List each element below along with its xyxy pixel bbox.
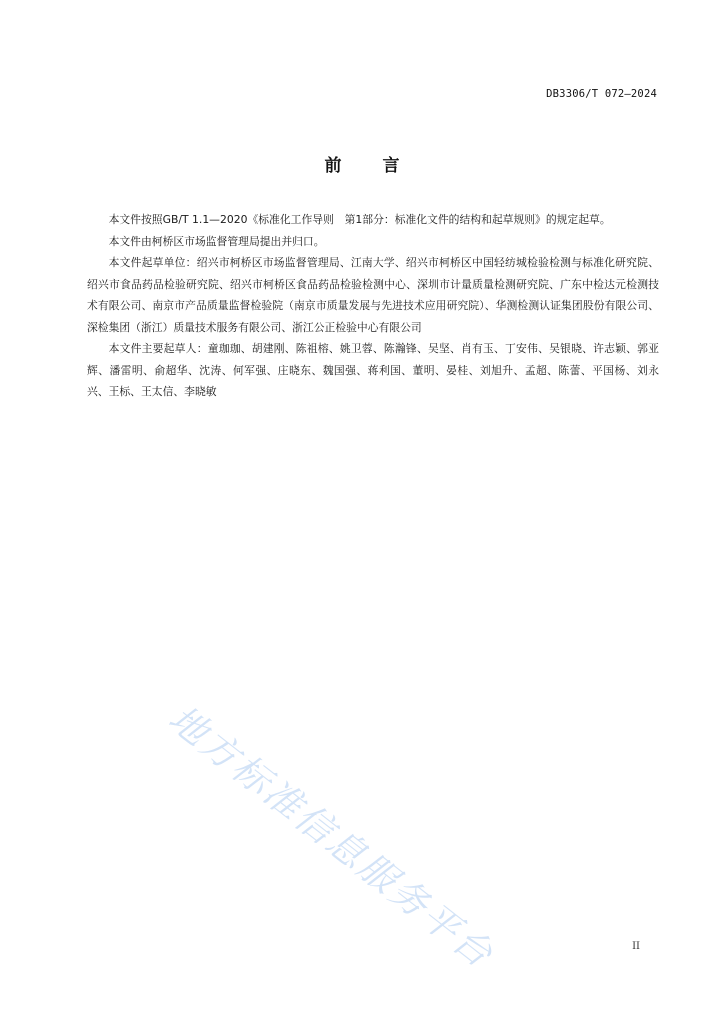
watermark: 地方标准信息服务平台 [160, 696, 503, 977]
title-char-2: 言 [382, 156, 400, 176]
paragraph-drafters: 本文件主要起草人：童珈珈、胡建刚、陈祖榕、姚卫蓉、陈瀚锋、吴坚、肖有玉、丁安伟、吴银晓、许志颖、郭亚辉、潘雷明、俞超华、沈涛、何军强、庄晓东、魏国强、蒋利国、董明、晏桂、刘旭升、孟超、陈蕾、平国杨、刘永兴、王标、王太信、李晓敏 [87, 342, 659, 398]
paragraph-drafting-basis: 本文件按照GB/T 1.1—2020《标准化工作导则 第1部分：标准化文件的结构和起草规则》的规定起草。 [108, 213, 611, 226]
foreword-body [87, 209, 659, 403]
page-title [0, 151, 724, 176]
paragraph-drafting-units: 本文件起草单位：绍兴市柯桥区市场监督管理局、江南大学、绍兴市柯桥区中国轻纺城检验检测与标准化研究院、绍兴市食品药品检验研究院、绍兴市柯桥区食品药品检验检测中心、深圳市计量质量检测研究院、广东中检达元检测技术有限公司、南京市产品质量监督检验院（南京市质量发展与先进技术应用研究院）、华测检测认证集团股份有限公司、深检集团（浙江）质量技术服务有限公司、浙江公正检验中心有限公司 [87, 256, 659, 334]
title-char-1: 前 [324, 156, 342, 176]
paragraph-proposer: 本文件由柯桥区市场监督管理局提出并归口。 [108, 234, 325, 248]
document-code: DB3306/T 072—2024 [546, 88, 657, 100]
page-number: II [632, 941, 640, 952]
